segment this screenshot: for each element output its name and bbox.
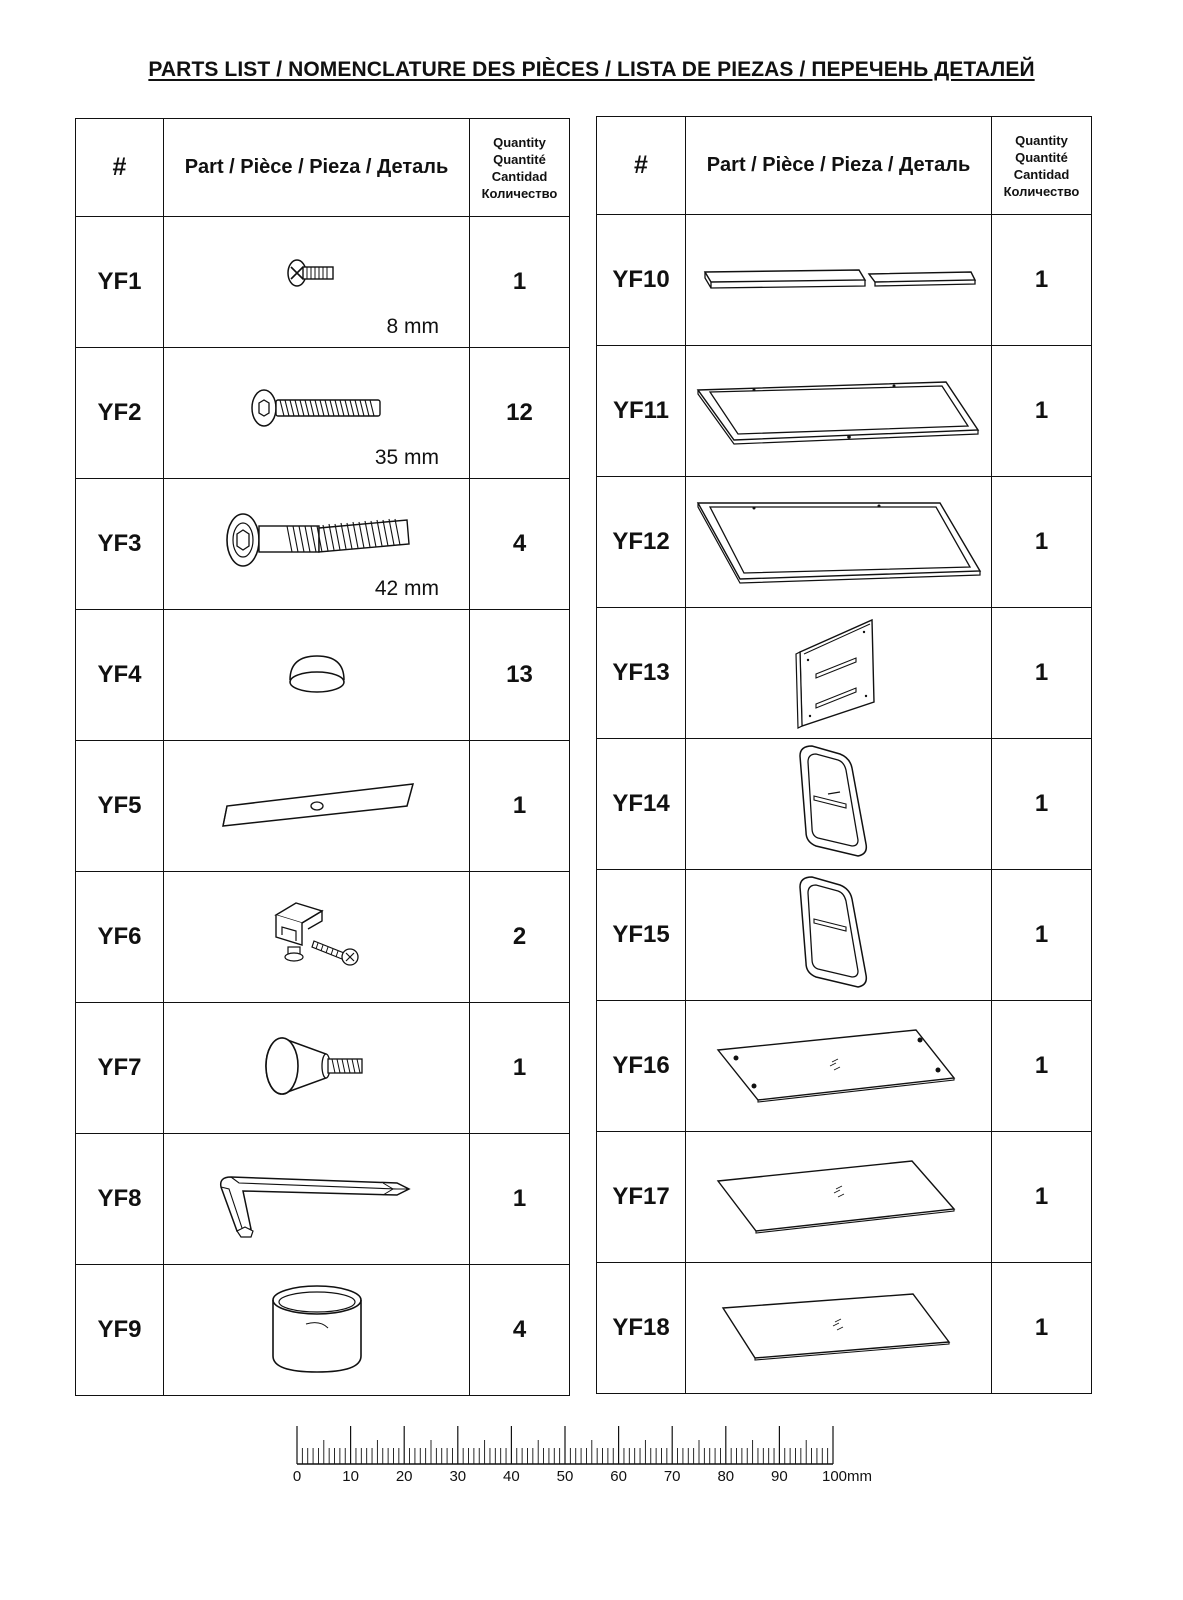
part-code: YF7 xyxy=(76,1003,164,1134)
page-title: PARTS LIST / NOMENCLATURE DES PIÈCES / LISTA DE PIEZAS / ПЕРЕЧЕНЬ ДЕТАЛЕЙ xyxy=(148,58,1035,81)
table-row xyxy=(76,741,570,872)
part-quantity: 2 xyxy=(470,872,570,1003)
ruler-label: 30 xyxy=(449,1468,467,1485)
quantity-header xyxy=(470,119,570,217)
part-illustration xyxy=(686,346,992,477)
frame-icon xyxy=(694,376,984,446)
glass-shelf-icon xyxy=(714,1157,964,1237)
ruler-label: 20 xyxy=(395,1468,413,1485)
part-code: YF12 xyxy=(597,477,686,608)
part-quantity: 1 xyxy=(992,870,1092,1001)
part-quantity: 1 xyxy=(992,477,1092,608)
bumper-cap-icon xyxy=(282,650,352,700)
table-row xyxy=(76,348,570,479)
part-illustration xyxy=(164,1003,470,1134)
part-size: 8 mm xyxy=(386,315,439,338)
part-illustration xyxy=(686,739,992,870)
table-row xyxy=(76,1265,570,1396)
part-code: YF15 xyxy=(597,870,686,1001)
ruler-label: 100mm xyxy=(821,1468,873,1485)
ruler-label: 40 xyxy=(503,1468,520,1485)
hex-bolt-icon xyxy=(242,378,392,448)
table-row xyxy=(597,870,1092,1001)
glass-top-icon xyxy=(714,1026,964,1106)
part-size: 35 mm xyxy=(374,446,439,469)
table-row xyxy=(597,477,1092,608)
part-illustration xyxy=(686,608,992,739)
table-row xyxy=(76,217,570,348)
ruler-label: 80 xyxy=(717,1468,735,1485)
part-quantity: 1 xyxy=(470,741,570,872)
part-illustration xyxy=(686,215,992,346)
part-code: YF6 xyxy=(76,872,164,1003)
large-frame-icon xyxy=(694,497,984,587)
part-quantity: 13 xyxy=(470,610,570,741)
sleeve-ring-icon xyxy=(262,1280,372,1380)
part-code: YF18 xyxy=(597,1263,686,1394)
part-illustration xyxy=(686,1001,992,1132)
part-illustration xyxy=(164,741,470,872)
part-code: YF14 xyxy=(597,739,686,870)
parts-table-left xyxy=(75,118,570,1396)
ruler-label: 0 xyxy=(292,1468,302,1485)
part-quantity: 1 xyxy=(992,215,1092,346)
long-hex-bolt-icon xyxy=(217,504,417,584)
parts-table-right xyxy=(596,116,1092,1394)
table-row xyxy=(597,346,1092,477)
table-row xyxy=(597,215,1092,346)
table-row xyxy=(76,1134,570,1265)
part-code: YF4 xyxy=(76,610,164,741)
number-header: # xyxy=(597,117,686,215)
part-code: YF16 xyxy=(597,1001,686,1132)
header-row xyxy=(76,119,570,217)
part-illustration xyxy=(686,477,992,608)
part-quantity: 1 xyxy=(992,1001,1092,1132)
part-quantity: 1 xyxy=(470,1003,570,1134)
part-code: YF9 xyxy=(76,1265,164,1396)
part-code: YF17 xyxy=(597,1132,686,1263)
quantity-header-es: Cantidad xyxy=(1013,166,1070,182)
part-quantity: 12 xyxy=(470,348,570,479)
ruler-label: 90 xyxy=(771,1468,788,1485)
side-leg-left-icon xyxy=(794,742,884,866)
table-row xyxy=(76,479,570,610)
table-row xyxy=(76,872,570,1003)
quantity-header-en: Quantity xyxy=(493,134,546,150)
table-row xyxy=(597,1132,1092,1263)
knob-icon xyxy=(262,1028,372,1108)
glass-bottom-icon xyxy=(719,1290,959,1366)
quantity-header-en: Quantity xyxy=(1015,132,1068,148)
ruler-label: 60 xyxy=(610,1468,627,1485)
part-quantity: 1 xyxy=(992,608,1092,739)
quantity-header-es: Cantidad xyxy=(491,168,548,184)
part-size: 42 mm xyxy=(374,577,439,600)
table-row xyxy=(597,1001,1092,1132)
side-leg-right-icon xyxy=(794,873,884,997)
quantity-header xyxy=(992,117,1092,215)
flat-bar-icon xyxy=(217,776,417,836)
part-header: Part / Pièce / Pieza / Деталь xyxy=(686,117,992,215)
part-code: YF11 xyxy=(597,346,686,477)
quantity-header-ru: Количество xyxy=(481,185,558,201)
table-row xyxy=(597,739,1092,870)
clamp-bracket-icon xyxy=(262,897,372,977)
table-row xyxy=(76,1003,570,1134)
part-illustration xyxy=(686,870,992,1001)
table-row xyxy=(76,610,570,741)
part-quantity: 1 xyxy=(992,346,1092,477)
ruler-label: 10 xyxy=(342,1468,359,1485)
quantity-header-ru: Количество xyxy=(1003,183,1080,199)
part-quantity: 1 xyxy=(470,217,570,348)
part-code: YF1 xyxy=(76,217,164,348)
ruler-labels xyxy=(0,1468,1183,1492)
part-illustration xyxy=(686,1132,992,1263)
part-illustration xyxy=(164,610,470,741)
table-row xyxy=(597,1263,1092,1394)
rails-icon xyxy=(699,260,979,300)
allen-key-icon xyxy=(207,1159,427,1239)
quantity-header-fr: Quantité xyxy=(493,151,546,167)
part-code: YF8 xyxy=(76,1134,164,1265)
table-row xyxy=(597,608,1092,739)
part-code: YF10 xyxy=(597,215,686,346)
part-code: YF5 xyxy=(76,741,164,872)
part-illustration xyxy=(164,1265,470,1396)
ruler-label: 70 xyxy=(663,1468,681,1485)
part-quantity: 1 xyxy=(992,1263,1092,1394)
part-code: YF13 xyxy=(597,608,686,739)
part-quantity: 1 xyxy=(992,1132,1092,1263)
phillips-screw-icon xyxy=(277,257,357,307)
part-illustration xyxy=(164,479,470,610)
part-quantity: 1 xyxy=(992,739,1092,870)
header-row xyxy=(597,117,1092,215)
measurement-ruler xyxy=(284,1420,844,1468)
part-illustration xyxy=(164,217,470,348)
part-illustration xyxy=(164,872,470,1003)
back-panel-icon xyxy=(794,616,884,730)
ruler-label: 50 xyxy=(556,1468,574,1485)
part-header: Part / Pièce / Pieza / Деталь xyxy=(164,119,470,217)
number-header: # xyxy=(76,119,164,217)
part-code: YF3 xyxy=(76,479,164,610)
part-illustration xyxy=(164,1134,470,1265)
part-quantity: 4 xyxy=(470,479,570,610)
quantity-header-fr: Quantité xyxy=(1015,149,1068,165)
part-quantity: 1 xyxy=(470,1134,570,1265)
part-code: YF2 xyxy=(76,348,164,479)
part-illustration xyxy=(686,1263,992,1394)
part-illustration xyxy=(164,348,470,479)
part-quantity: 4 xyxy=(470,1265,570,1396)
